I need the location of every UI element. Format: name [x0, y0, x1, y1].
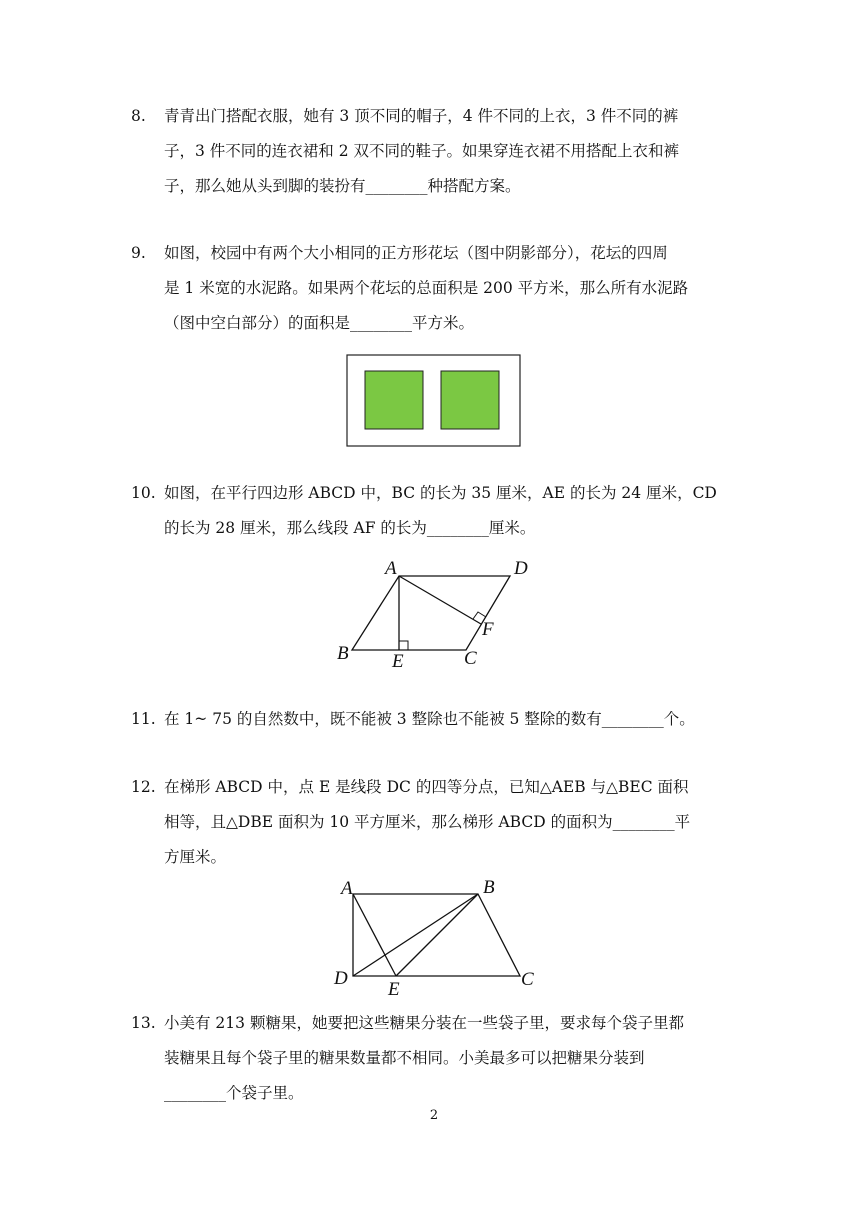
flowerbed-figure: [346, 354, 522, 448]
question-text-line: 青青出门搭配衣服，她有 3 顶不同的帽子，4 件不同的上衣，3 件不同的裤: [164, 107, 679, 125]
question-text-line: 相等，且△DBE 面积为 10 平方厘米，那么梯形 ABCD 的面积为________平: [164, 813, 691, 831]
segment-ae: [353, 894, 396, 976]
question-text-line: ________个袋子里。: [164, 1084, 304, 1102]
trapezoid-figure: [328, 872, 543, 1002]
question-number: 12.: [131, 778, 156, 796]
question-text-line: 小美有 213 颗糖果，她要把这些糖果分装在一些袋子里，要求每个袋子里都: [164, 1014, 684, 1032]
question-text-line: （图中空白部分）的面积是________平方米。: [164, 314, 475, 332]
label-b: B: [337, 643, 349, 664]
question-number: 8.: [131, 107, 146, 125]
label-e: E: [388, 979, 400, 1000]
label-d: D: [514, 558, 528, 579]
label-a: A: [385, 558, 397, 579]
question-number: 10.: [131, 484, 156, 502]
question-number: 13.: [131, 1014, 156, 1032]
question-number: 9.: [131, 244, 146, 262]
question-text-line: 如图，在平行四边形 ABCD 中，BC 的长为 35 厘米，AE 的长为 24 厘米，CD: [164, 484, 717, 502]
question-text-line: 装糖果且每个袋子里的糖果数量都不相同。小美最多可以把糖果分装到: [164, 1049, 645, 1067]
question-text-line: 子，那么她从头到脚的装扮有________种搭配方案。: [164, 177, 521, 195]
question-text-line: 在梯形 ABCD 中，点 E 是线段 DC 的四等分点，已知△AEB 与△BEC 面积: [164, 778, 689, 796]
right-angle-mark-f: [473, 612, 486, 619]
question-text-line: 如图，校园中有两个大小相同的正方形花坛（图中阴影部分），花坛的四周: [164, 244, 668, 262]
segment-bd: [353, 894, 478, 976]
question-text-line: 方厘米。: [164, 848, 227, 866]
page-number: 2: [429, 1108, 439, 1123]
flowerbed-square-right: [441, 371, 499, 429]
label-c: C: [521, 969, 534, 990]
question-text-line: 的长为 28 厘米，那么线段 AF 的长为________厘米。: [164, 519, 536, 537]
question-text-line: 是 1 米宽的水泥路。如果两个花坛的总面积是 200 平方米，那么所有水泥路: [164, 279, 689, 297]
label-a: A: [341, 878, 353, 899]
right-angle-mark-e: [399, 641, 408, 650]
segment-af: [399, 576, 481, 624]
parallelogram-figure: [330, 555, 540, 675]
label-f: F: [482, 619, 494, 640]
segment-be: [396, 894, 478, 976]
label-d: D: [334, 968, 348, 989]
label-b: B: [483, 877, 495, 898]
question-text-line: 在 1~ 75 的自然数中，既不能被 3 整除也不能被 5 整除的数有________个。: [164, 710, 695, 728]
label-c: C: [464, 648, 477, 669]
question-number: 11.: [131, 710, 156, 728]
question-text-line: 子，3 件不同的连衣裙和 2 双不同的鞋子。如果穿连衣裙不用搭配上衣和裤: [164, 142, 680, 160]
flowerbed-square-left: [365, 371, 423, 429]
label-e: E: [392, 651, 404, 672]
